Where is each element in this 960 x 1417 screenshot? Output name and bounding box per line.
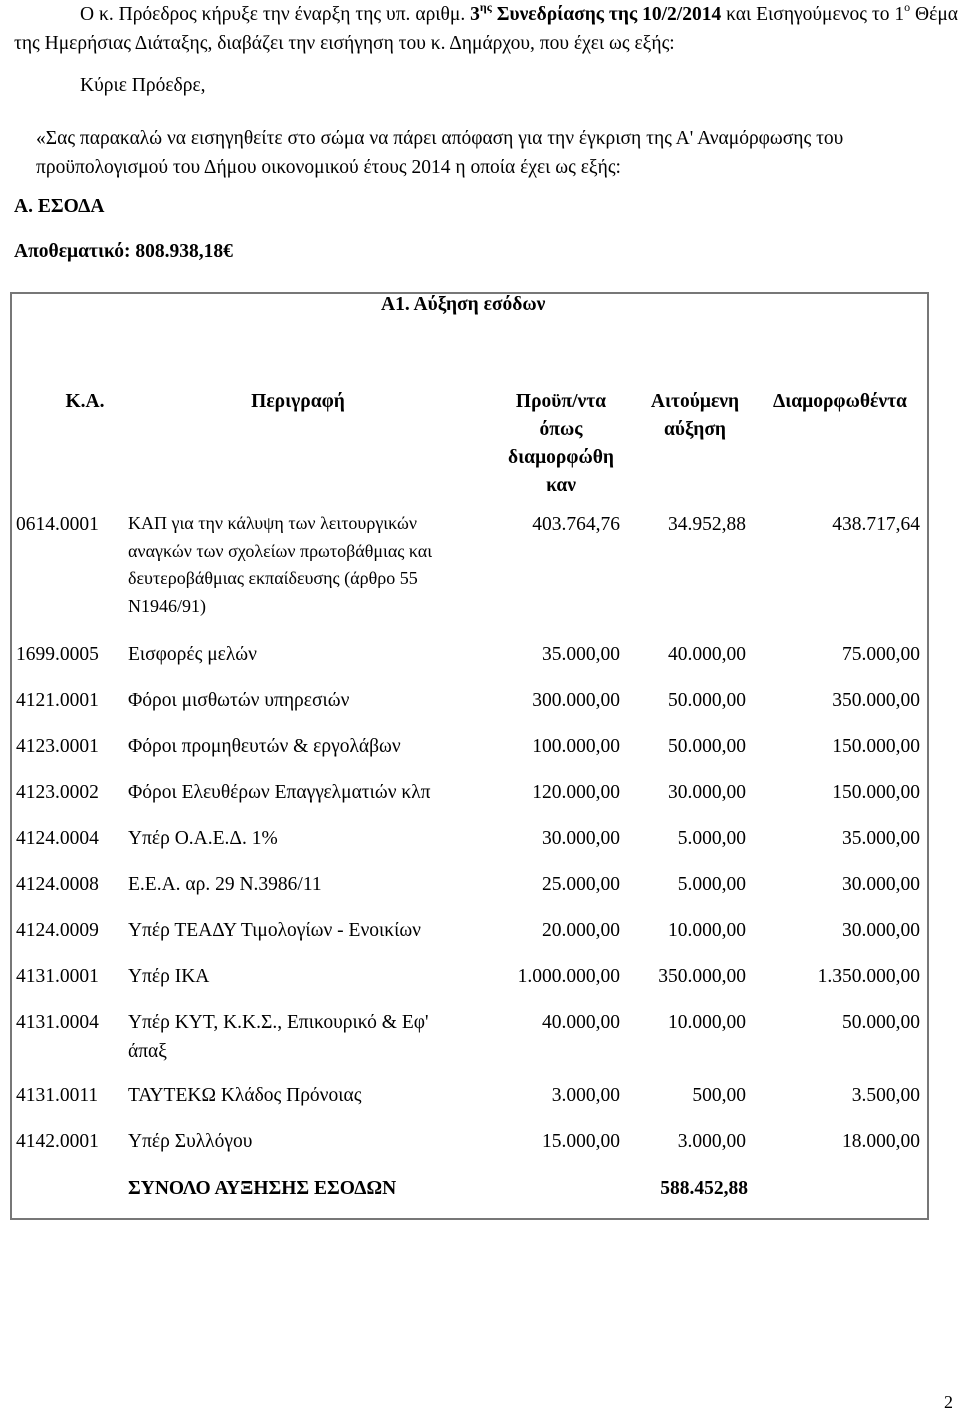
cell-ka: 4131.0001	[16, 966, 99, 987]
cell-ka: 4131.0011	[16, 1085, 99, 1106]
cell-ka: 0614.0001	[16, 514, 99, 535]
cell-budget: 100.000,00	[532, 736, 620, 757]
cell-final: 18.000,00	[842, 1131, 920, 1152]
cell-increase: 30.000,00	[668, 782, 746, 803]
cell-increase: 5.000,00	[677, 828, 746, 849]
cell-ka: 4121.0001	[16, 690, 99, 711]
cell-final: 3.500,00	[851, 1085, 920, 1106]
cell-ka: 1699.0005	[16, 644, 99, 665]
page-number: 2	[944, 1392, 953, 1412]
total-label: ΣΥΝΟΛΟ ΑΥΞΗΣΗΣ ΕΣΟΔΩΝ	[128, 1178, 397, 1199]
cell-description: Φόροι Ελευθέρων Επαγγελματιών κλπ	[128, 782, 431, 803]
proposal-text: «Σας παρακαλώ να εισηγηθείτε στο σώμα να πάρει απόφαση για την έγκριση της Α' Αναμόρφωσης του προϋπολογισμού του Δήμου οικονομικού έτους 2014 η οποία έχει ως εξής:	[36, 128, 844, 178]
cell-budget: 120.000,00	[532, 782, 620, 803]
header-description: Περιγραφή	[251, 391, 345, 412]
intro-paragraph	[14, 0, 958, 58]
cell-final: 150.000,00	[832, 782, 920, 803]
cell-increase: 350.000,00	[658, 966, 746, 987]
cell-ka: 4142.0001	[16, 1131, 99, 1152]
cell-budget: 3.000,00	[551, 1085, 620, 1106]
session-suffix: ης	[479, 0, 492, 14]
intro-text-3: Θέμα της Ημερήσιας Διάταξης, διαβάζει την εισήγηση του κ. Δημάρχου, που έχει ως εξής:	[14, 4, 958, 54]
session-date: Συνεδρίασης της 10/2/2014	[491, 4, 722, 25]
topic-suffix: ο	[904, 0, 911, 14]
cell-description: Φόροι μισθωτών υπηρεσιών	[128, 690, 350, 711]
table-caption: Α1. Αύξηση εσόδων	[381, 294, 546, 315]
session-number: 3	[470, 4, 480, 25]
cell-description: Υπέρ ΤΕΑΔΥ Τιμολογίων - Ενοικίων	[128, 920, 421, 941]
cell-increase: 10.000,00	[668, 920, 746, 941]
intro-text: Ο κ. Πρόεδρος κήρυξε την έναρξη της υπ. αριθμ.	[80, 4, 471, 25]
cell-description: ΤΑΥΤΕΚΩ Κλάδος Πρόνοιας	[128, 1085, 362, 1106]
cell-increase: 34.952,88	[668, 514, 746, 535]
cell-final: 438.717,64	[832, 514, 920, 535]
cell-final: 150.000,00	[832, 736, 920, 757]
cell-ka: 4124.0008	[16, 874, 99, 895]
header-budget: Προϋπ/ντα όπως διαμορφώθη καν	[508, 391, 614, 496]
cell-final: 1.350.000,00	[817, 966, 920, 987]
cell-budget: 30.000,00	[542, 828, 620, 849]
salutation: Κύριε Πρόεδρε,	[80, 75, 206, 96]
cell-budget: 1.000.000,00	[517, 966, 620, 987]
cell-ka: 4123.0002	[16, 782, 99, 803]
cell-ka: 4124.0004	[16, 828, 99, 849]
cell-budget: 403.764,76	[532, 514, 620, 535]
cell-ka: 4124.0009	[16, 920, 99, 941]
cell-final: 50.000,00	[842, 1012, 920, 1033]
cell-increase: 3.000,00	[677, 1131, 746, 1152]
intro-text-2: και Εισηγούμενος το 1	[721, 4, 905, 25]
cell-description: Φόροι προμηθευτών & εργολάβων	[128, 736, 401, 757]
cell-budget: 300.000,00	[532, 690, 620, 711]
section-heading: Α. ΕΣΟΔΑ	[14, 196, 105, 217]
cell-description: ΚΑΠ για την κάλυψη των λειτουργικών αναγκών των σχολείων πρωτοβάθμιας και δευτεροβάθμιας εκπαίδευσης (άρθρο 55 Ν1946/91)	[128, 513, 433, 616]
cell-ka: 4123.0001	[16, 736, 99, 757]
cell-description: Υπέρ Συλλόγου	[128, 1131, 253, 1152]
cell-budget: 25.000,00	[542, 874, 620, 895]
cell-description: Ε.Ε.Α. αρ. 29 Ν.3986/11	[128, 874, 322, 895]
cell-final: 35.000,00	[842, 828, 920, 849]
cell-budget: 20.000,00	[542, 920, 620, 941]
header-final: Διαμορφωθέντα	[773, 391, 907, 412]
cell-budget: 35.000,00	[542, 644, 620, 665]
cell-description: Υπέρ ΚΥΤ, Κ.Κ.Σ., Επικουρικό & Εφ' άπαξ	[128, 1012, 429, 1062]
cell-budget: 40.000,00	[542, 1012, 620, 1033]
cell-final: 30.000,00	[842, 920, 920, 941]
cell-increase: 5.000,00	[677, 874, 746, 895]
total-value: 588.452,88	[660, 1178, 748, 1199]
cell-increase: 50.000,00	[668, 690, 746, 711]
cell-ka: 4131.0004	[16, 1012, 99, 1033]
cell-increase: 10.000,00	[668, 1012, 746, 1033]
cell-increase: 40.000,00	[668, 644, 746, 665]
cell-final: 75.000,00	[842, 644, 920, 665]
cell-description: Υπέρ ΙΚΑ	[128, 966, 210, 987]
cell-description: Εισφορές μελών	[128, 644, 257, 665]
header-ka: Κ.Α.	[65, 391, 105, 412]
cell-description: Υπέρ Ο.Α.Ε.Δ. 1%	[128, 828, 278, 849]
cell-increase: 50.000,00	[668, 736, 746, 757]
reserve-amount: Αποθεματικό: 808.938,18€	[14, 241, 233, 262]
cell-final: 30.000,00	[842, 874, 920, 895]
header-increase: Αιτούμενη αύξηση	[650, 391, 740, 440]
cell-budget: 15.000,00	[542, 1131, 620, 1152]
cell-final: 350.000,00	[832, 690, 920, 711]
cell-increase: 500,00	[692, 1085, 746, 1106]
